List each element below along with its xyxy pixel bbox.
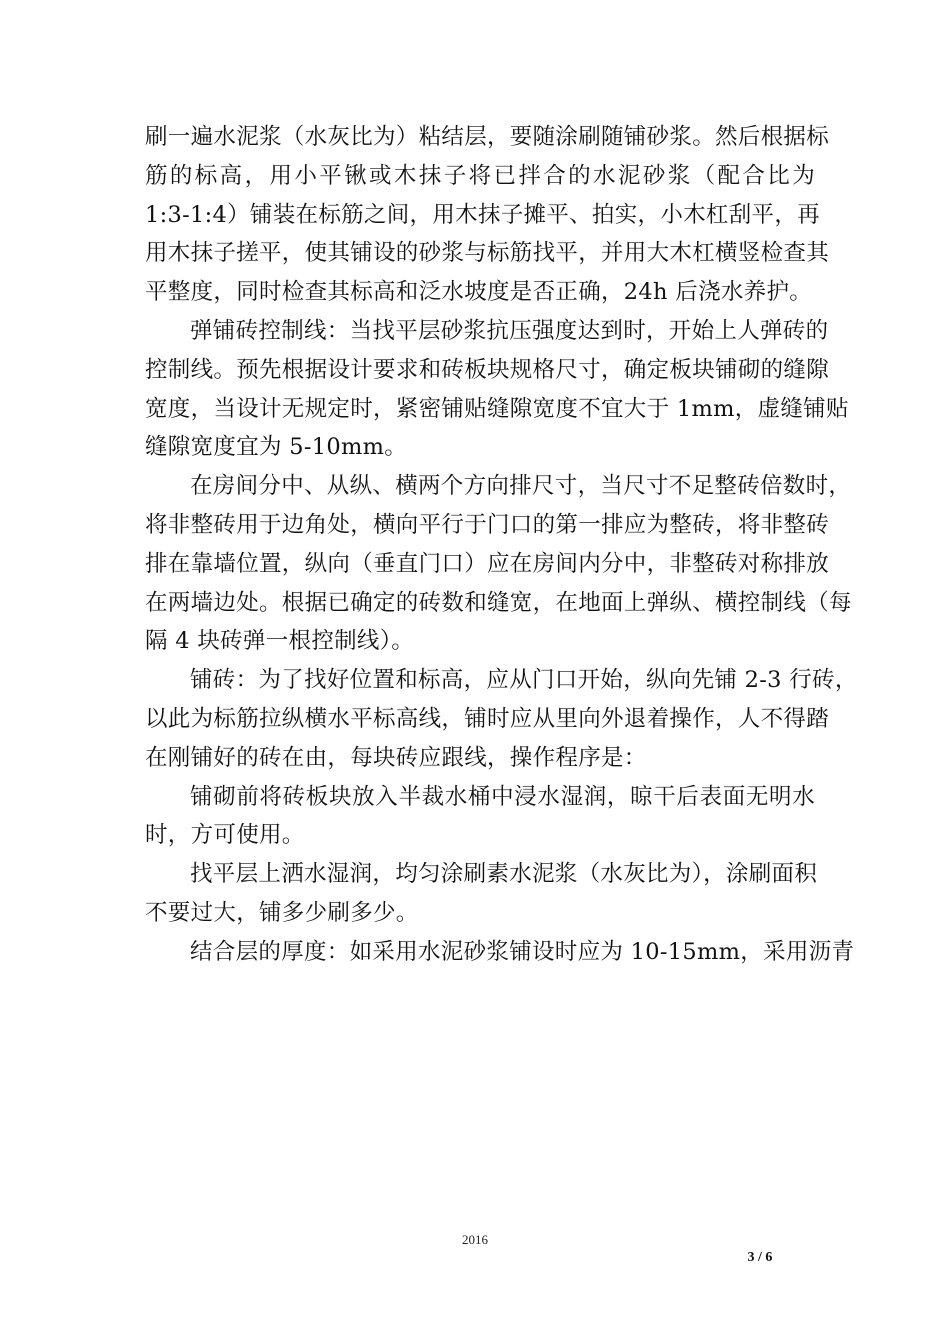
text-line: 1:3-1:4）铺装在标筋之间，用木抹子摊平、拍实，小木杠刮平，再: [145, 201, 820, 228]
text-line: 隔 4 块砖弹一根控制线）。: [145, 628, 415, 655]
text-line: 在刚铺好的砖在由，每块砖应跟线，操作程序是：: [145, 744, 647, 771]
text-line: 控制线。预先根据设计要求和砖板块规格尺寸，确定板块铺砌的缝隙: [145, 356, 830, 383]
text-line: 用木抹子搓平，使其铺设的砂浆与标筋找平，并用大木杠横竖检查其: [145, 240, 830, 267]
text-line: 不要过大，铺多少刷多少。: [145, 899, 419, 926]
text-line: 刷一遍水泥浆（水灰比为）粘结层，要随涂刷随铺砂浆。然后根据标: [145, 124, 830, 150]
footer-year: 2016: [462, 1232, 488, 1247]
text-line: 缝隙宽度宜为 5-10mm。: [145, 434, 408, 461]
paragraph-first-line: 结合层的厚度：如采用水泥砂浆铺设时应为 10-15mm，采用沥青: [190, 938, 855, 965]
paragraph-first-line: 找平层上洒水湿润，均匀涂刷素水泥浆（水灰比为），涂刷面积: [190, 861, 818, 888]
page-number: 3 / 6: [747, 1250, 773, 1265]
text-line: 平整度，同时检查其标高和泛水坡度是否正确，24h 后浇水养护。: [145, 279, 813, 306]
text-line: 在两墙边处。根据已确定的砖数和缝宽，在地面上弹纵、横控制线（每: [145, 589, 852, 616]
text-line: 以此为标筋拉纵横水平标高线，铺时应从里向外退着操作，人不得踏: [145, 705, 830, 732]
text-line: 排在靠墙位置，纵向（垂直门口）应在房间内分中，非整砖对称排放: [145, 550, 830, 577]
text-line: 将非整砖用于边角处，横向平行于门口的第一排应为整砖，将非整砖: [145, 511, 830, 538]
text-line: 宽度，当设计无规定时，紧密铺贴缝隙宽度不宜大于 1mm，虚缝铺贴: [145, 395, 849, 422]
text-line: 时，方可使用。: [145, 822, 305, 849]
paragraph-first-line: 弹铺砖控制线：当找平层砂浆抗压强度达到时，开始上人弹砖的: [190, 317, 829, 344]
paragraph-first-line: 铺砌前将砖板块放入半裁水桶中浸水湿润，晾干后表面无明水: [190, 783, 815, 810]
text-line: 筋的标高，用小平锹或木抹子将已拌合的水泥砂浆（配合比为: [145, 162, 815, 189]
body-text: [145, 118, 858, 972]
paragraph-first-line: 在房间分中、从纵、横两个方向排尺寸，当尺寸不足整砖倍数时，: [190, 473, 852, 500]
paragraph-first-line: 铺砖：为了找好位置和标高，应从门口开始，纵向先铺 2-3 行砖，: [190, 667, 858, 694]
